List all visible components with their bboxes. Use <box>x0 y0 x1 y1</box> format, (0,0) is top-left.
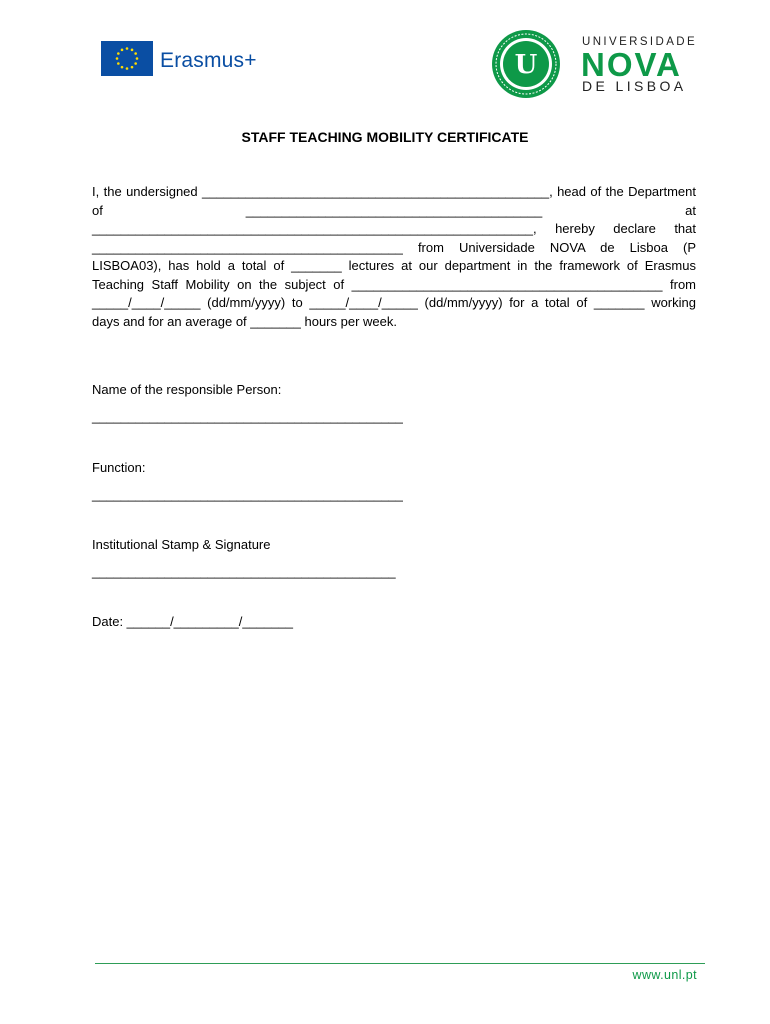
eu-star-icon <box>121 66 124 69</box>
responsible-person-field[interactable]: ___________________________________________ <box>92 409 403 424</box>
stamp-signature-label: Institutional Stamp & Signature <box>92 537 271 552</box>
eu-star-icon <box>131 66 134 69</box>
date-field[interactable]: Date: ______/_________/_______ <box>92 614 293 629</box>
eu-star-icon <box>117 62 120 65</box>
university-label: UNIVERSIDADE <box>582 36 698 48</box>
eu-star-icon <box>134 52 137 55</box>
stamp-signature-field[interactable]: __________________________________________ <box>92 564 396 579</box>
erasmus-logo-text: Erasmus+ <box>160 49 257 72</box>
eu-star-icon <box>117 52 120 55</box>
eu-star-icon <box>131 49 134 52</box>
de-lisboa-label: DE LISBOA <box>582 78 687 94</box>
university-seal-icon <box>490 28 562 100</box>
eu-star-icon <box>126 67 129 70</box>
responsible-person-label: Name of the responsible Person: <box>92 382 282 397</box>
function-field[interactable]: ___________________________________________ <box>92 487 403 502</box>
footer-divider <box>95 963 705 964</box>
eu-star-icon <box>134 62 137 65</box>
nova-lisboa-logo <box>490 28 710 100</box>
erasmus-plus-logo <box>101 40 281 80</box>
eu-star-icon <box>126 47 129 50</box>
footer-url: www.unl.pt <box>632 968 697 982</box>
certificate-body-text: I, the undersigned ________________________________________________, head of the Department of _________________________________________ at _____________________________________________________________, hereby declare that ___________________________________________ from Universidade NOVA de Lisboa (P LISBOA03), has hold a total of _______ lectures at our department in the framework of Erasmus Teaching Staff Mobility on the subject of ___________________________________________ from _____/____/_____ (dd/mm/yyyy) to _____/____/_____ (dd/mm/yyyy) for a total of _______ working days and for an average of _______ hours per week. <box>92 184 696 329</box>
eu-star-icon <box>116 57 119 60</box>
svg-text:U: U <box>514 50 538 80</box>
eu-star-icon <box>121 49 124 52</box>
eu-flag-icon <box>101 41 153 76</box>
eu-star-icon <box>136 57 139 60</box>
nova-wordmark: NOVA <box>581 46 682 83</box>
document-title: STAFF TEACHING MOBILITY CERTIFICATE <box>241 129 529 145</box>
function-label: Function: <box>92 460 146 475</box>
